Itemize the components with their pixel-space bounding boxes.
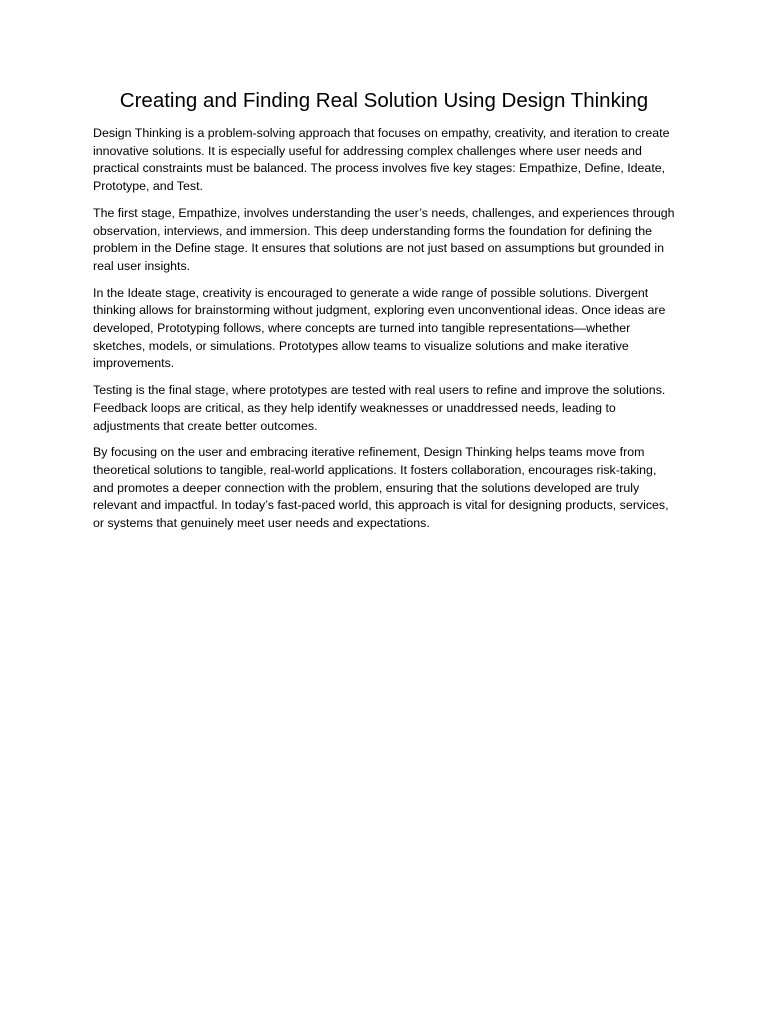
- paragraph-empathize: The first stage, Empathize, involves understanding the user’s needs, challenges, and experiences through observation, interviews, and immersion. This deep understanding forms the foundation for defining the problem in the Define stage. It ensures that solutions are not just based on assumptions but grounded in real user insights.: [93, 205, 675, 273]
- paragraph-conclusion: By focusing on the user and embracing iterative refinement, Design Thinking helps teams move from theoretical solutions to tangible, real-world applications. It fosters collaboration, encourages risk-taking, and promotes a deeper connection with the problem, ensuring that the solutions developed are truly relevant and impactful. In today’s fast-paced world, this approach is vital for designing products, services, or systems that genuinely meet user needs and expectations.: [93, 445, 669, 531]
- paragraph-testing: Testing is the final stage, where prototypes are tested with real users to refine and improve the solutions. Feedback loops are critical, as they help identify weaknesses or unaddressed needs, leading to adjustments that create better outcomes.: [93, 383, 666, 433]
- document-body: [93, 125, 677, 542]
- document-title: Creating and Finding Real Solution Using Design Thinking: [119, 89, 649, 112]
- paragraph-introduction: Design Thinking is a problem-solving approach that focuses on empathy, creativity, and iteration to create innovative solutions. It is especially useful for addressing complex challenges where user needs and practical constraints must be balanced. The process involves five key stages: Empathize, Define, Ideate, Prototype, and Test.: [93, 126, 670, 194]
- paragraph-ideate: In the Ideate stage, creativity is encouraged to generate a wide range of possible solutions. Divergent thinking allows for brainstorming without judgment, exploring even unconventional ideas. Once ideas are developed, Prototyping follows, where concepts are turned into tangible representations—whether sketches, models, or simulations. Prototypes allow teams to visualize solutions and make iterative improvements.: [93, 285, 666, 371]
